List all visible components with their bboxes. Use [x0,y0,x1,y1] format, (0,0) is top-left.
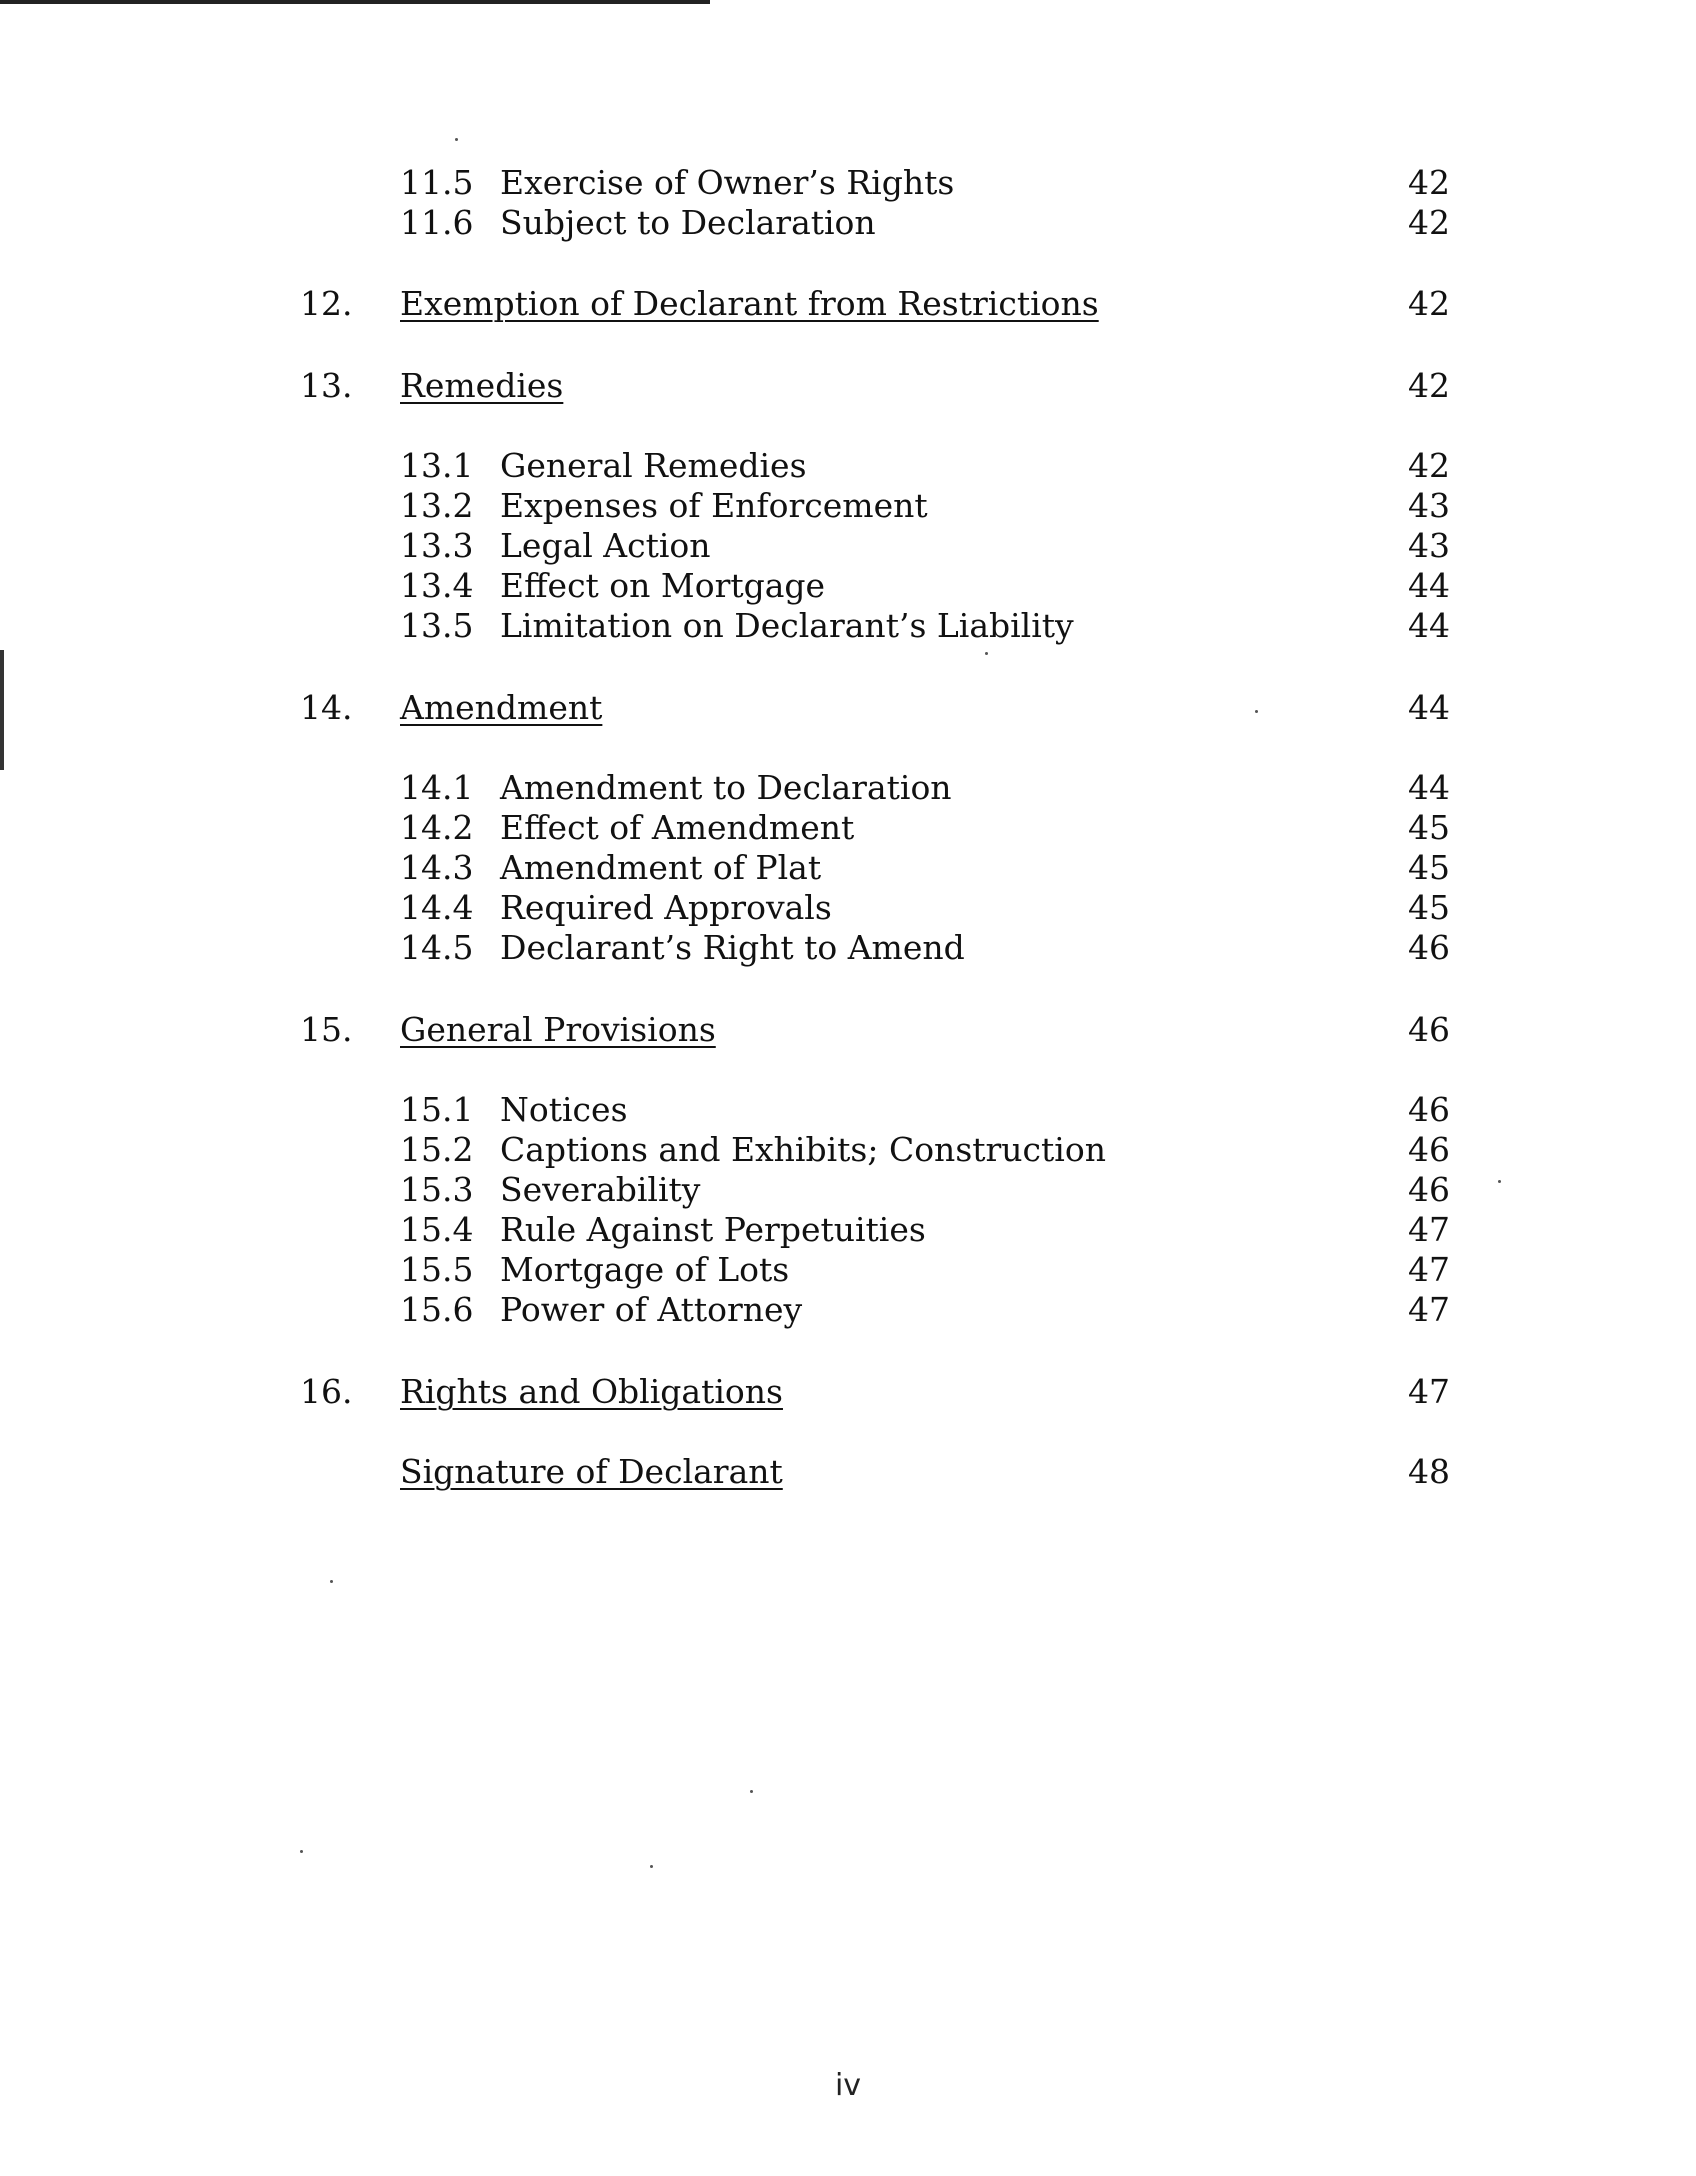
section-number: 14. [300,688,353,727]
page-reference: 43 [1408,526,1450,565]
subsection-title: Expenses of Enforcement [500,486,928,525]
toc-section-row [0,284,1696,324]
toc-section-row [0,366,1696,406]
scan-speck [1255,710,1258,713]
section-number: 13. [300,366,353,405]
toc-subsection-row [0,1210,1696,1250]
page-reference: 46 [1408,1090,1450,1129]
subsection-title: Power of Attorney [500,1290,803,1329]
subsection-number: 15.3 [400,1170,474,1209]
section-number: 15. [300,1010,353,1049]
subsection-number: 14.2 [400,808,474,847]
page-reference: 46 [1408,1010,1450,1049]
toc-subsection-row [0,928,1696,968]
subsection-number: 14.1 [400,768,474,807]
subsection-number: 13.2 [400,486,474,525]
subsection-number: 15.6 [400,1290,474,1329]
toc-subsection-row [0,1290,1696,1330]
page-reference: 47 [1408,1210,1450,1249]
subsection-number: 14.5 [400,928,474,967]
page-reference: 47 [1408,1250,1450,1289]
page-reference: 47 [1408,1290,1450,1329]
page-reference: 42 [1408,284,1450,323]
section-title: General Provisions [400,1010,716,1049]
page-reference: 47 [1408,1372,1450,1411]
subsection-title: Mortgage of Lots [500,1250,790,1289]
subsection-number: 13.5 [400,606,474,645]
toc-subsection-row [0,203,1696,243]
page-reference: 44 [1408,606,1450,645]
scan-speck [750,1790,753,1793]
toc-subsection-row [0,848,1696,888]
toc-subsection-row [0,808,1696,848]
subsection-title: Severability [500,1170,701,1209]
section-number: 16. [300,1372,353,1411]
toc-subsection-row [0,163,1696,203]
subsection-number: 14.3 [400,848,474,887]
subsection-title: Amendment of Plat [500,848,822,887]
page-reference: 45 [1408,888,1450,927]
toc-subsection-row [0,486,1696,526]
page-reference: 48 [1408,1452,1450,1491]
subsection-title: Declarant’s Right to Amend [500,928,965,967]
subsection-number: 11.5 [400,163,474,202]
subsection-number: 13.1 [400,446,474,485]
subsection-title: Legal Action [500,526,711,565]
toc-section-row [0,1452,1696,1492]
subsection-number: 11.6 [400,203,474,242]
section-number: 12. [300,284,353,323]
toc-subsection-row [0,1130,1696,1170]
scan-speck [330,1580,333,1583]
page-reference: 45 [1408,808,1450,847]
subsection-title: Amendment to Declaration [500,768,952,807]
page-reference: 43 [1408,486,1450,525]
scan-speck [985,652,988,655]
page-reference: 46 [1408,1130,1450,1169]
subsection-number: 15.5 [400,1250,474,1289]
toc-subsection-row [0,1090,1696,1130]
subsection-number: 14.4 [400,888,474,927]
page-reference: 46 [1408,928,1450,967]
page-reference: 42 [1408,446,1450,485]
page-reference: 42 [1408,366,1450,405]
subsection-number: 15.4 [400,1210,474,1249]
subsection-title: Effect on Mortgage [500,566,826,605]
subsection-title: General Remedies [500,446,807,485]
toc-subsection-row [0,888,1696,928]
page-reference: 42 [1408,163,1450,202]
subsection-number: 15.1 [400,1090,474,1129]
page-reference: 46 [1408,1170,1450,1209]
subsection-number: 13.4 [400,566,474,605]
page-reference: 45 [1408,848,1450,887]
page-reference: 44 [1408,566,1450,605]
toc-section-row [0,1372,1696,1412]
subsection-title: Captions and Exhibits; Construction [500,1130,1106,1169]
scan-speck [1498,1180,1501,1183]
toc-subsection-row [0,566,1696,606]
section-title: Amendment [400,688,603,727]
section-title: Exemption of Declarant from Restrictions [400,284,1099,323]
section-title: Signature of Declarant [400,1452,783,1491]
subsection-title: Notices [500,1090,628,1129]
section-title: Remedies [400,366,564,405]
page-number: iv [834,2068,862,2103]
toc-subsection-row [0,606,1696,646]
page-reference: 44 [1408,768,1450,807]
toc-subsection-row [0,446,1696,486]
subsection-title: Exercise of Owner’s Rights [500,163,955,202]
toc-subsection-row [0,768,1696,808]
subsection-title: Rule Against Perpetuities [500,1210,926,1249]
toc-subsection-row [0,526,1696,566]
scan-speck [300,1850,303,1853]
toc-section-row [0,688,1696,728]
section-title: Rights and Obligations [400,1372,783,1411]
subsection-title: Limitation on Declarant’s Liability [500,606,1074,645]
scan-speck [455,138,458,141]
subsection-title: Required Approvals [500,888,832,927]
toc-section-row [0,1010,1696,1050]
subsection-number: 15.2 [400,1130,474,1169]
page-reference: 44 [1408,688,1450,727]
toc-subsection-row [0,1170,1696,1210]
subsection-number: 13.3 [400,526,474,565]
subsection-title: Effect of Amendment [500,808,855,847]
scan-speck [650,1865,653,1868]
subsection-title: Subject to Declaration [500,203,876,242]
toc-subsection-row [0,1250,1696,1290]
page-reference: 42 [1408,203,1450,242]
